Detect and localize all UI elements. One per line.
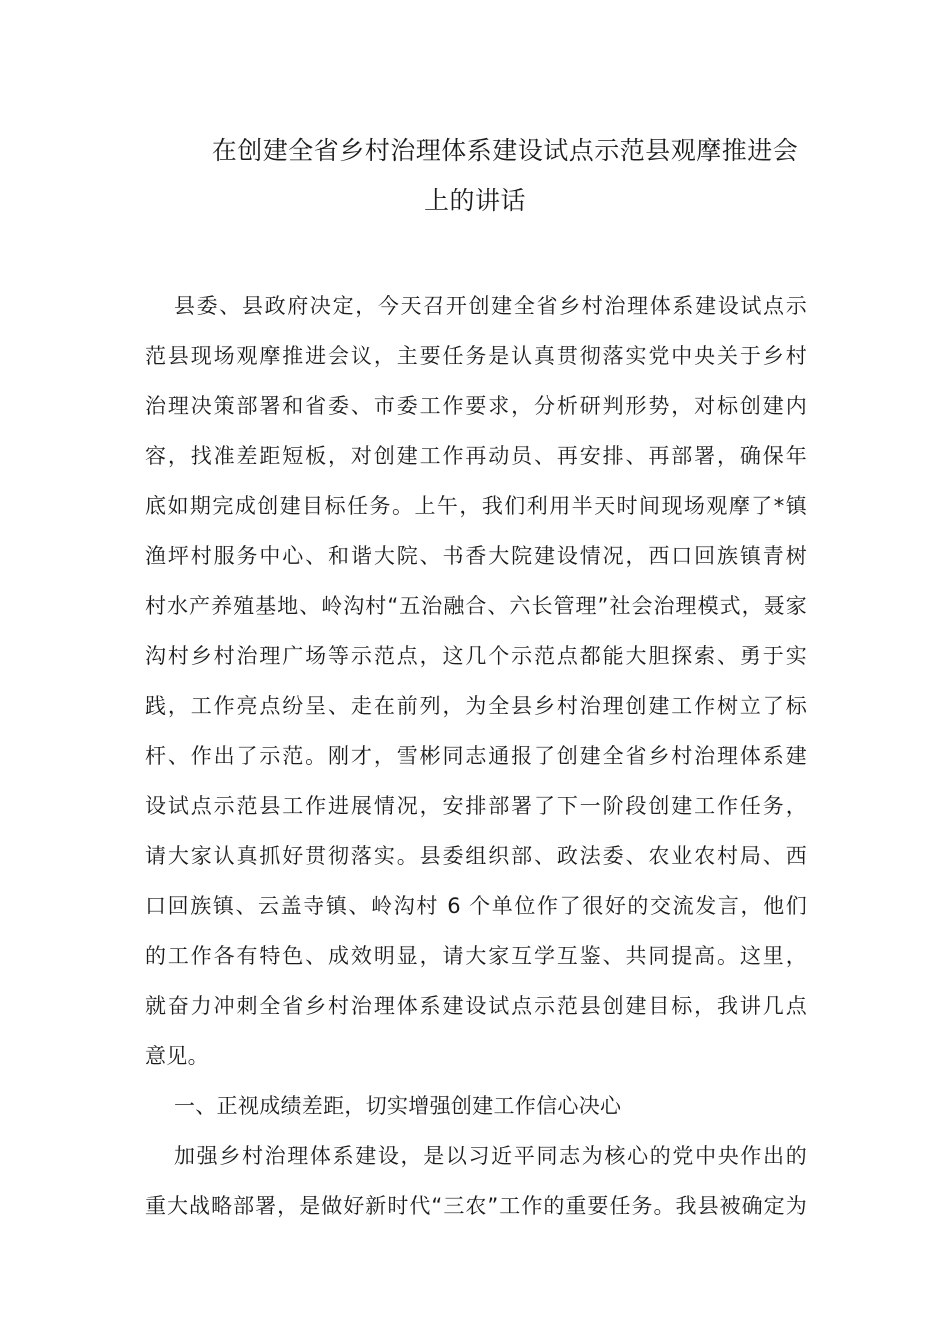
body-line: 重大战略部署，是做好新时代“三农”工作的重要任务。我县被确定为 — [145, 1194, 807, 1218]
document-title-line-2: 上的讲话 — [423, 186, 526, 215]
body-line: 县委、县政府决定，今天召开创建全省乡村治理体系建设试点示 — [174, 294, 807, 318]
body-line: 渔坪村服务中心、和谐大院、书香大院建设情况，西口回族镇青树 — [145, 544, 807, 568]
body-line: 请大家认真抓好贯彻落实。县委组织部、政法委、农业农村局、西 — [145, 844, 807, 868]
document-body — [145, 281, 807, 1231]
body-line: 杆、作出了示范。刚才，雪彬同志通报了创建全省乡村治理体系建 — [145, 744, 807, 768]
body-line: 就奋力冲刺全省乡村治理体系建设试点示范县创建目标，我讲几点 — [145, 994, 807, 1018]
body-line: 意见。 — [145, 1044, 209, 1068]
body-line: 口回族镇、云盖寺镇、岭沟村 6 个单位作了很好的交流发言，他们 — [145, 894, 807, 918]
body-line: 治理决策部署和省委、市委工作要求，分析研判形势，对标创建内 — [145, 394, 807, 418]
body-line: 范县现场观摩推进会议，主要任务是认真贯彻落实党中央关于乡村 — [145, 344, 807, 368]
body-line: 践，工作亮点纷呈、走在前列，为全县乡村治理创建工作树立了标 — [145, 694, 807, 718]
document-title-line-1: 在创建全省乡村治理体系建设试点示范县观摩推进会 — [211, 136, 799, 165]
body-line: 村水产养殖基地、岭沟村“五治融合、六长管理”社会治理模式，聂家 — [145, 594, 807, 618]
body-line: 容，找准差距短板，对创建工作再动员、再安排、再部署，确保年 — [145, 444, 807, 468]
body-line: 设试点示范县工作进展情况，安排部署了下一阶段创建工作任务， — [145, 794, 807, 818]
body-line: 底如期完成创建目标任务。上午，我们利用半天时间现场观摩了*镇 — [145, 494, 807, 518]
body-line: 加强乡村治理体系建设，是以习近平同志为核心的党中央作出的 — [174, 1144, 807, 1168]
body-line: 的工作各有特色、成效明显，请大家互学互鉴、共同提高。这里， — [145, 944, 807, 968]
section-heading: 一、正视成绩差距，切实增强创建工作信心决心 — [174, 1094, 622, 1118]
body-line: 沟村乡村治理广场等示范点，这几个示范点都能大胆探索、勇于实 — [145, 644, 807, 668]
